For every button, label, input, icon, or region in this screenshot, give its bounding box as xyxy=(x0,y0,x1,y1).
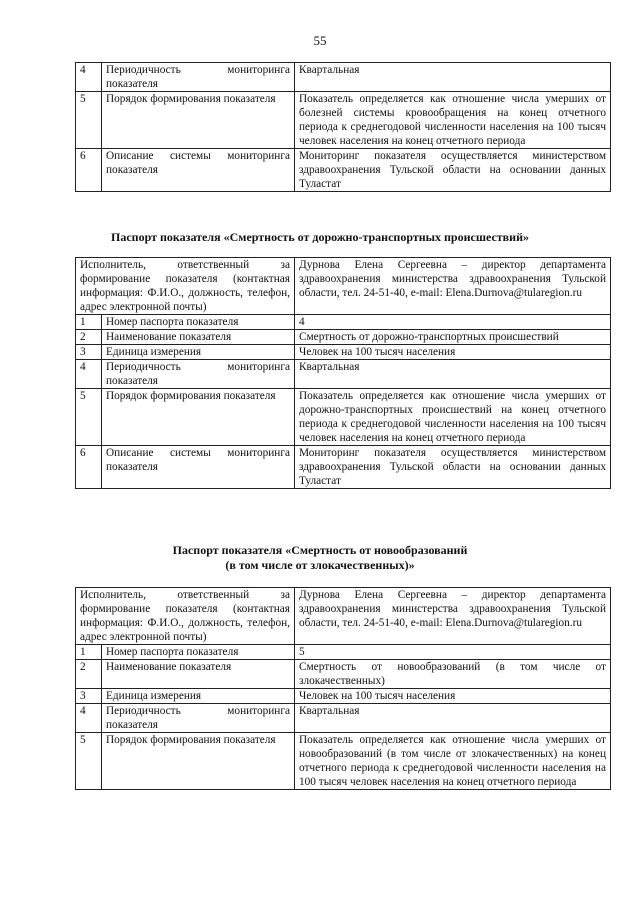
table-row xyxy=(76,689,611,704)
row-value: Смертность от дорожно-транспортных происшествий xyxy=(295,330,611,345)
row-value: 4 xyxy=(295,315,611,330)
row-label: Наименование показателя xyxy=(102,330,295,345)
row-label: Единица измерения xyxy=(102,345,295,360)
row-number: 3 xyxy=(76,345,102,360)
row-number: 3 xyxy=(76,689,102,704)
row-value: Мониторинг показателя осуществляется министерством здравоохранения Тульской области на основании данных Туластат xyxy=(295,446,611,489)
executor-value: Дурнова Елена Сергеевна – директор департамента здравоохранения министерства здравоохранения Тульской области, тел. 24-51-40, e-mail: Elena.Durnova@tularegion.ru xyxy=(295,258,611,315)
row-label: Периодичность мониторинга показателя xyxy=(102,704,295,733)
table-row xyxy=(76,345,611,360)
table-row xyxy=(76,149,611,192)
row-number: 2 xyxy=(76,330,102,345)
table-row xyxy=(76,446,611,489)
row-number: 5 xyxy=(76,733,102,790)
row-value: 5 xyxy=(295,645,611,660)
executor-label: Исполнитель, ответственный за формирование показателя (контактная информация: Ф.И.О., должность, телефон, адрес электронной почты) xyxy=(76,258,295,315)
row-value: Человек на 100 тысяч населения xyxy=(295,689,611,704)
table-row xyxy=(76,92,611,149)
row-label: Описание системы мониторинга показателя xyxy=(102,149,295,192)
row-number: 4 xyxy=(76,360,102,389)
table-row xyxy=(76,63,611,92)
row-number: 5 xyxy=(76,389,102,446)
table-row-executor xyxy=(76,258,611,315)
row-label: Номер паспорта показателя xyxy=(102,315,295,330)
row-number: 4 xyxy=(76,63,102,92)
table-passport-neoplasms xyxy=(75,587,611,790)
table-row-executor xyxy=(76,588,611,645)
row-value: Смертность от новообразований (в том числе от злокачественных) xyxy=(295,660,611,689)
row-number: 1 xyxy=(76,315,102,330)
passport-title-road-accidents: Паспорт показателя «Смертность от дорожно-транспортных происшествий» xyxy=(111,230,529,244)
row-label: Описание системы мониторинга показателя xyxy=(102,446,295,489)
row-number: 2 xyxy=(76,660,102,689)
row-value: Квартальная xyxy=(295,360,611,389)
row-number: 6 xyxy=(76,149,102,192)
executor-label: Исполнитель, ответственный за формирование показателя (контактная информация: Ф.И.О., должность, телефон, адрес электронной почты) xyxy=(76,588,295,645)
row-value: Мониторинг показателя осуществляется министерством здравоохранения Тульской области на основании данных Туластат xyxy=(295,149,611,192)
row-value: Показатель определяется как отношение числа умерших от новообразований (в том числе от злокачественных) на конец отчетного периода к среднегодовой численности населения на 100 тысяч человек населения на конец отчетного периода xyxy=(295,733,611,790)
row-label: Единица измерения xyxy=(102,689,295,704)
row-value: Показатель определяется как отношение числа умерших от болезней системы кровообращения на конец отчетного периода к среднегодовой численности населения на 100 тысяч человек населения на конец отчетного периода xyxy=(295,92,611,149)
row-label: Порядок формирования показателя xyxy=(102,733,295,790)
table-passport-road-accidents xyxy=(75,257,611,489)
row-value: Квартальная xyxy=(295,704,611,733)
table-row xyxy=(76,389,611,446)
table-row xyxy=(76,315,611,330)
row-number: 6 xyxy=(76,446,102,489)
row-label: Наименование показателя xyxy=(102,660,295,689)
row-label: Периодичность мониторинга показателя xyxy=(102,63,295,92)
table-row xyxy=(76,645,611,660)
row-label: Порядок формирования показателя xyxy=(102,389,295,446)
table-row xyxy=(76,330,611,345)
row-value: Человек на 100 тысяч населения xyxy=(295,345,611,360)
page-number: 55 xyxy=(313,33,327,48)
row-number: 5 xyxy=(76,92,102,149)
row-label: Порядок формирования показателя xyxy=(102,92,295,149)
table-row xyxy=(76,360,611,389)
table-row xyxy=(76,660,611,689)
executor-value: Дурнова Елена Сергеевна – директор департамента здравоохранения министерства здравоохранения Тульской области, тел. 24-51-40, e-mail: Elena.Durnova@tularegion.ru xyxy=(295,588,611,645)
table-row xyxy=(76,704,611,733)
table-row xyxy=(76,733,611,790)
row-number: 4 xyxy=(76,704,102,733)
row-label: Номер паспорта показателя xyxy=(102,645,295,660)
row-number: 1 xyxy=(76,645,102,660)
row-value: Квартальная xyxy=(295,63,611,92)
passport-title-neoplasms: Паспорт показателя «Смертность от новообразований (в том числе от злокачественных)» xyxy=(172,543,468,572)
row-label: Периодичность мониторинга показателя xyxy=(102,360,295,389)
row-value: Показатель определяется как отношение числа умерших от дорожно-транспортных происшествий на конец отчетного периода к среднегодовой численности населения на 100 тысяч человек населения на конец отчетного периода xyxy=(295,389,611,446)
table-continuation xyxy=(75,62,611,192)
